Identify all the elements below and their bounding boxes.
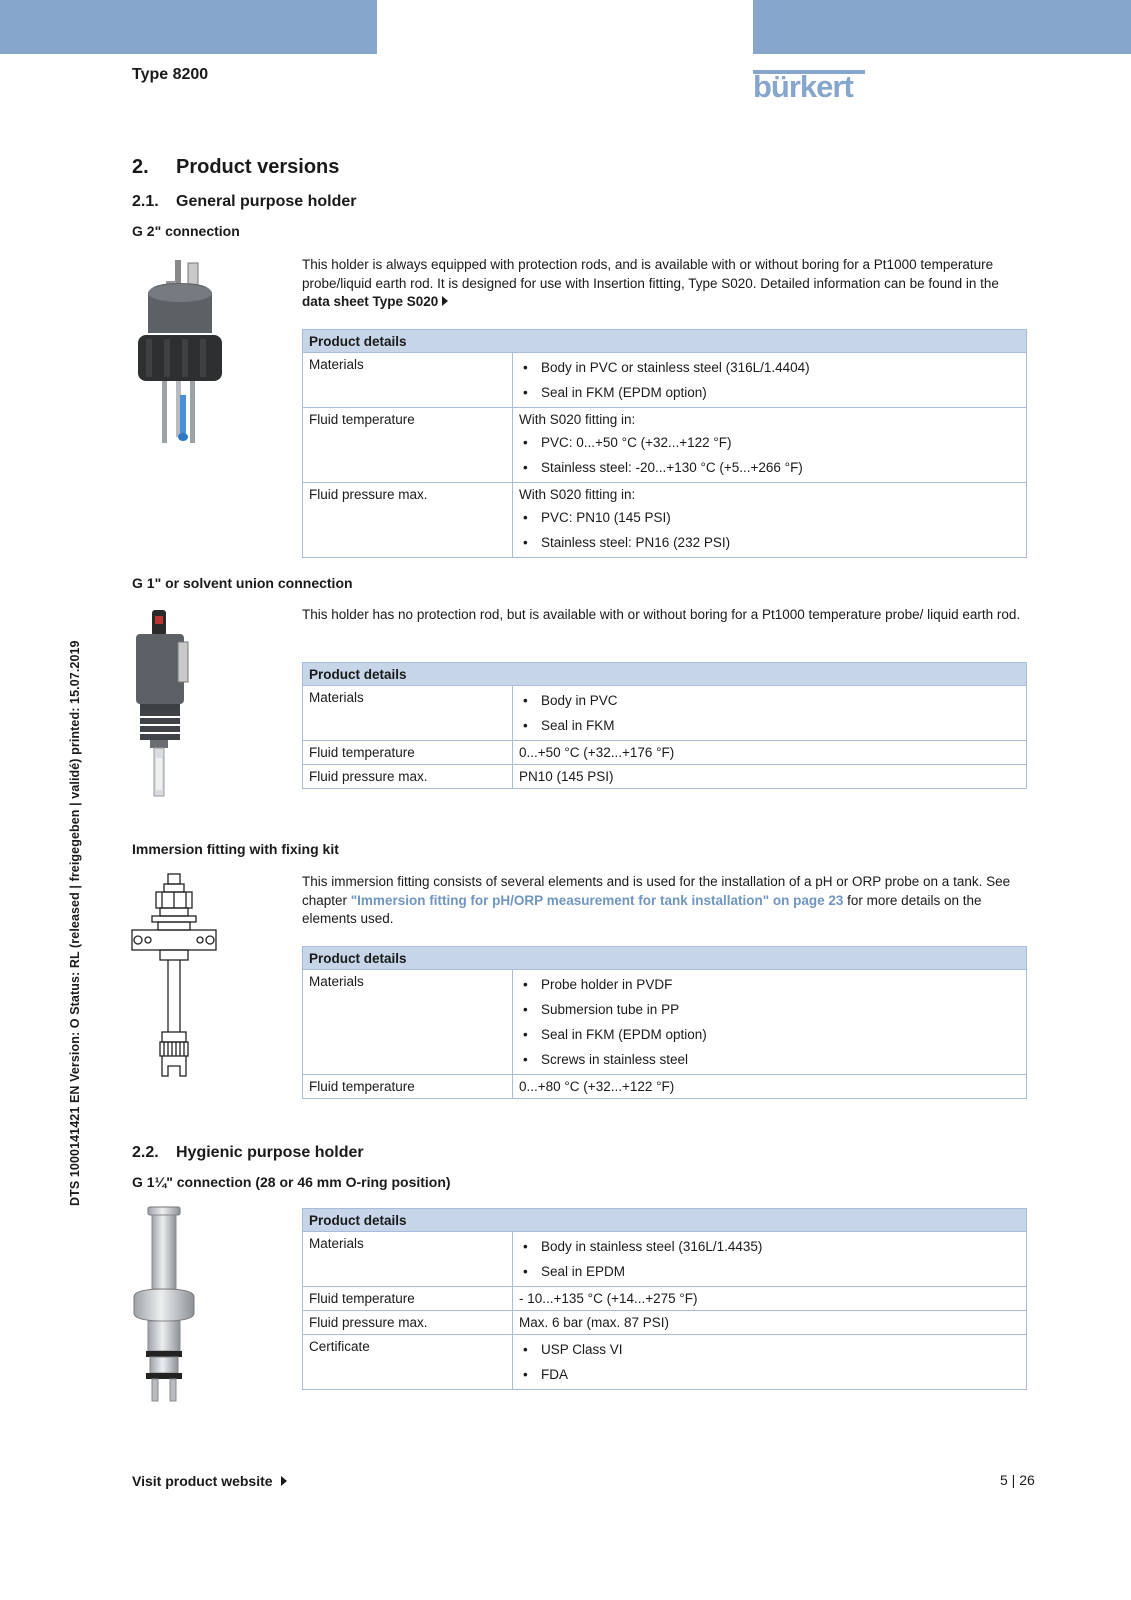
- immersion-description-text-a: This immersion fitting consists of several elements and is used for the installation of a pH or ORP probe on a tank. See chapter: [302, 874, 1011, 908]
- table-row: [303, 1232, 1027, 1287]
- list-item: • USP Class VI: [519, 1337, 1020, 1362]
- row-label: Fluid pressure max.: [303, 1311, 513, 1335]
- page-number: 5 | 26: [1000, 1472, 1035, 1488]
- row-label: Fluid temperature: [303, 741, 513, 765]
- subsection-title: Hygienic purpose holder: [176, 1144, 364, 1161]
- row-value: - 10...+135 °C (+14...+275 °F): [513, 1287, 1027, 1311]
- subsection-title: General purpose holder: [176, 193, 357, 210]
- footer-link-text: Visit product website: [132, 1473, 273, 1489]
- table-row: [303, 1287, 1027, 1311]
- list-item: • Stainless steel: PN16 (232 PSI): [519, 530, 1020, 555]
- section-title-text: Product versions: [176, 156, 340, 178]
- g2-product-details-table: [302, 329, 1027, 558]
- row-value: 0...+50 °C (+32...+176 °F): [513, 741, 1027, 765]
- row-label: Materials: [303, 686, 513, 741]
- immersion-chapter-link[interactable]: "Immersion fitting for pH/ORP measurement for tank installation" on page 23: [350, 892, 844, 908]
- table-row: [303, 765, 1027, 789]
- row-value: [513, 686, 1027, 741]
- table-row: [303, 741, 1027, 765]
- list-item: • Body in PVC or stainless steel (316L/1.4404): [519, 355, 1020, 380]
- row-label: Fluid pressure max.: [303, 483, 513, 558]
- section-number: 2.: [132, 156, 149, 178]
- row-value: [513, 408, 1027, 483]
- table-row: [303, 970, 1027, 1075]
- row-label: Materials: [303, 970, 513, 1075]
- row-label: Fluid temperature: [303, 408, 513, 483]
- row-label: Materials: [303, 1232, 513, 1287]
- table-header: Product details: [303, 663, 1027, 686]
- row-intro: With S020 fitting in:: [519, 412, 636, 427]
- arrow-right-icon: [442, 296, 448, 306]
- row-label: Fluid temperature: [303, 1075, 513, 1099]
- section-title: [132, 156, 339, 179]
- visit-product-website-link[interactable]: [132, 1473, 287, 1489]
- header-band-left: [0, 0, 377, 54]
- header-band-right: [753, 0, 1131, 54]
- g1-heading: G 1" or solvent union connection: [132, 575, 353, 591]
- list-item: • Submersion tube in PP: [519, 997, 1020, 1022]
- table-row: [303, 353, 1027, 408]
- table-row: [303, 483, 1027, 558]
- g2-description: [302, 256, 1028, 312]
- row-label: Materials: [303, 353, 513, 408]
- arrow-right-icon: [281, 1476, 287, 1486]
- g2-datasheet-link[interactable]: data sheet Type S020: [302, 294, 439, 309]
- list-item: • Stainless steel: -20...+130 °C (+5...+266 °F): [519, 455, 1020, 480]
- hygienic-holder-image: [130, 1205, 200, 1405]
- list-item: • Probe holder in PVDF: [519, 972, 1020, 997]
- immersion-fitting-image: [130, 872, 220, 1078]
- row-intro: With S020 fitting in:: [519, 487, 636, 502]
- immersion-description: [302, 873, 1028, 929]
- immersion-heading: Immersion fitting with fixing kit: [132, 841, 339, 857]
- list-item: • Seal in FKM (EPDM option): [519, 1022, 1020, 1047]
- list-item: • FDA: [519, 1362, 1020, 1387]
- list-item: • Body in stainless steel (316L/1.4435): [519, 1234, 1020, 1259]
- g1-holder-image: [130, 608, 200, 808]
- row-label: Fluid pressure max.: [303, 765, 513, 789]
- burkert-logo: [753, 70, 865, 104]
- immersion-description-text-b: for more details on the elements used.: [302, 892, 982, 926]
- list-item: • Seal in FKM: [519, 713, 1020, 738]
- row-value: [513, 353, 1027, 408]
- subsection-hygienic: [132, 1144, 364, 1162]
- table-row: [303, 1335, 1027, 1390]
- row-value: [513, 483, 1027, 558]
- row-value: 0...+80 °C (+32...+122 °F): [513, 1075, 1027, 1099]
- subsection-number: 2.2.: [132, 1144, 159, 1161]
- row-label: Fluid temperature: [303, 1287, 513, 1311]
- list-item: • PVC: PN10 (145 PSI): [519, 505, 1020, 530]
- subsection-general: [132, 193, 356, 211]
- row-value: [513, 1232, 1027, 1287]
- list-item: • Seal in EPDM: [519, 1259, 1020, 1284]
- hygienic-product-details-table: [302, 1208, 1027, 1390]
- g1-description: This holder has no protection rod, but is available with or without boring for a Pt1000 temperature probe/ liquid earth rod.: [302, 607, 1021, 622]
- g2-heading: G 2" connection: [132, 223, 240, 239]
- doc-type: Type 8200: [132, 66, 209, 83]
- table-row: [303, 1311, 1027, 1335]
- immersion-product-details-table: [302, 946, 1027, 1099]
- row-value: Max. 6 bar (max. 87 PSI): [513, 1311, 1027, 1335]
- table-header: Product details: [303, 330, 1027, 353]
- table-row: [303, 686, 1027, 741]
- row-value: [513, 1335, 1027, 1390]
- list-item: • Body in PVC: [519, 688, 1020, 713]
- table-row: [303, 408, 1027, 483]
- row-value: PN10 (145 PSI): [513, 765, 1027, 789]
- g1-product-details-table: [302, 662, 1027, 789]
- hygienic-heading: G 1¼" connection (28 or 46 mm O-ring position): [132, 1174, 451, 1190]
- list-item: • Seal in FKM (EPDM option): [519, 380, 1020, 405]
- table-header: Product details: [303, 1209, 1027, 1232]
- list-item: • PVC: 0...+50 °C (+32...+122 °F): [519, 430, 1020, 455]
- subsection-number: 2.1.: [132, 193, 159, 210]
- list-item: • Screws in stainless steel: [519, 1047, 1020, 1072]
- row-label: Certificate: [303, 1335, 513, 1390]
- table-row: [303, 1075, 1027, 1099]
- side-document-code: DTS 1000141421 EN Version: O Status: RL (released | freigegeben | validé) printed: 15.07.2019: [68, 640, 82, 1206]
- logo-text: bürkert: [753, 69, 853, 104]
- table-header: Product details: [303, 947, 1027, 970]
- g2-description-text: This holder is always equipped with protection rods, and is available with or without boring for a Pt1000 temperature probe/liquid earth rod. It is designed for use with Insertion fitting, Type S020. Detailed information can be found in the: [302, 257, 999, 291]
- g2-holder-image: [130, 255, 230, 455]
- row-value: [513, 970, 1027, 1075]
